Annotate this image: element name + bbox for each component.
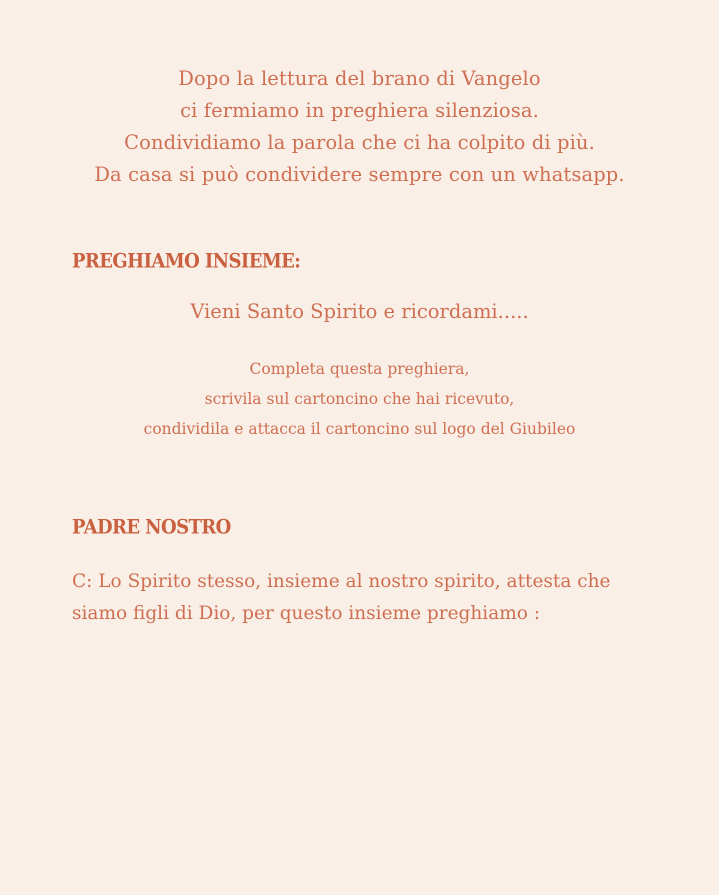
instructions-paragraph (0, 354, 719, 444)
intro-paragraph (0, 63, 719, 191)
instruction-line: scrivila sul cartoncino che hai ricevuto, (204, 390, 515, 408)
intro-line: Da casa si può condividere sempre con un whatsapp. (94, 163, 625, 186)
closing-paragraph (72, 566, 692, 629)
intro-line: ci fermiamo in preghiera silenziosa. (180, 99, 539, 122)
instruction-line: Completa questa preghiera, (249, 360, 470, 378)
section-heading-preghiamo-insieme: PREGHIAMO INSIEME: (72, 250, 301, 273)
intro-line: Condividiamo la parola che ci ha colpito di più. (124, 131, 595, 154)
intro-line: Dopo la lettura del brano di Vangelo (178, 67, 541, 90)
closing-line: C: Lo Spirito stesso, insieme al nostro spirito, attesta che (72, 571, 611, 592)
invocation-text: Vieni Santo Spirito e ricordami..... (190, 300, 529, 323)
closing-line: siamo figli di Dio, per questo insieme preghiamo : (72, 602, 541, 624)
section-heading-padre-nostro: PADRE NOSTRO (72, 516, 231, 539)
instruction-line: condividila e attacca il cartoncino sul logo del Giubileo (143, 420, 576, 438)
